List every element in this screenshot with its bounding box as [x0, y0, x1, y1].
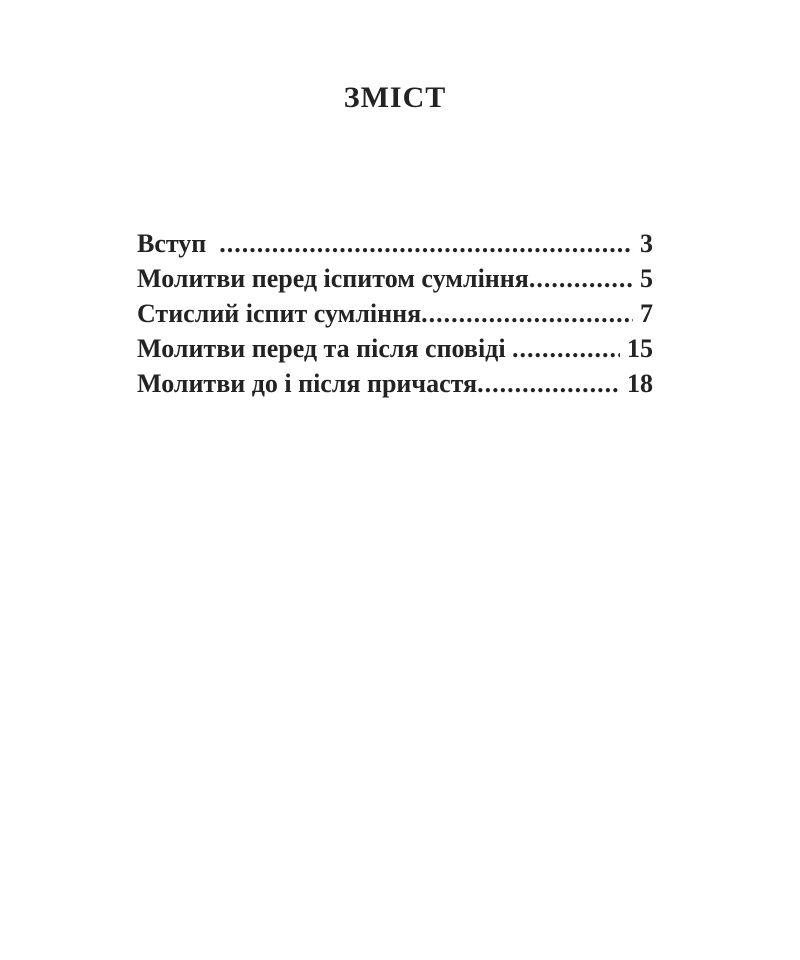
toc-entry-label: Вступ	[137, 229, 207, 258]
toc-entry[interactable]	[137, 261, 653, 296]
toc-entry[interactable]	[137, 296, 653, 331]
dot-leader	[529, 261, 633, 296]
toc-entry-label: Молитви до і після причастя	[137, 369, 478, 398]
toc-entry-page-number: 15	[627, 334, 653, 363]
toc-entry-label: Стислий іспит сумління	[137, 299, 422, 328]
toc-entry-label: Молитви перед іспитом сумління	[137, 264, 529, 293]
toc-entry-label: Молитви перед та після сповіді	[137, 334, 506, 363]
dot-leader	[219, 226, 633, 261]
dot-leader	[477, 366, 620, 401]
toc-entry[interactable]	[137, 226, 653, 261]
toc-entry-page-number: 18	[627, 369, 653, 398]
toc-entry[interactable]	[137, 366, 653, 401]
toc-entry[interactable]	[137, 331, 653, 366]
dot-leader	[421, 296, 633, 331]
toc-entry-gap	[206, 226, 219, 261]
toc-content-column	[137, 0, 653, 401]
toc-entry-page-number: 3	[640, 229, 653, 258]
toc-entry-page-number: 7	[640, 299, 653, 328]
toc-list	[137, 226, 653, 401]
toc-entry-page-number: 5	[640, 264, 653, 293]
dot-leader	[512, 331, 620, 366]
page-title: ЗМІСТ	[343, 81, 447, 114]
